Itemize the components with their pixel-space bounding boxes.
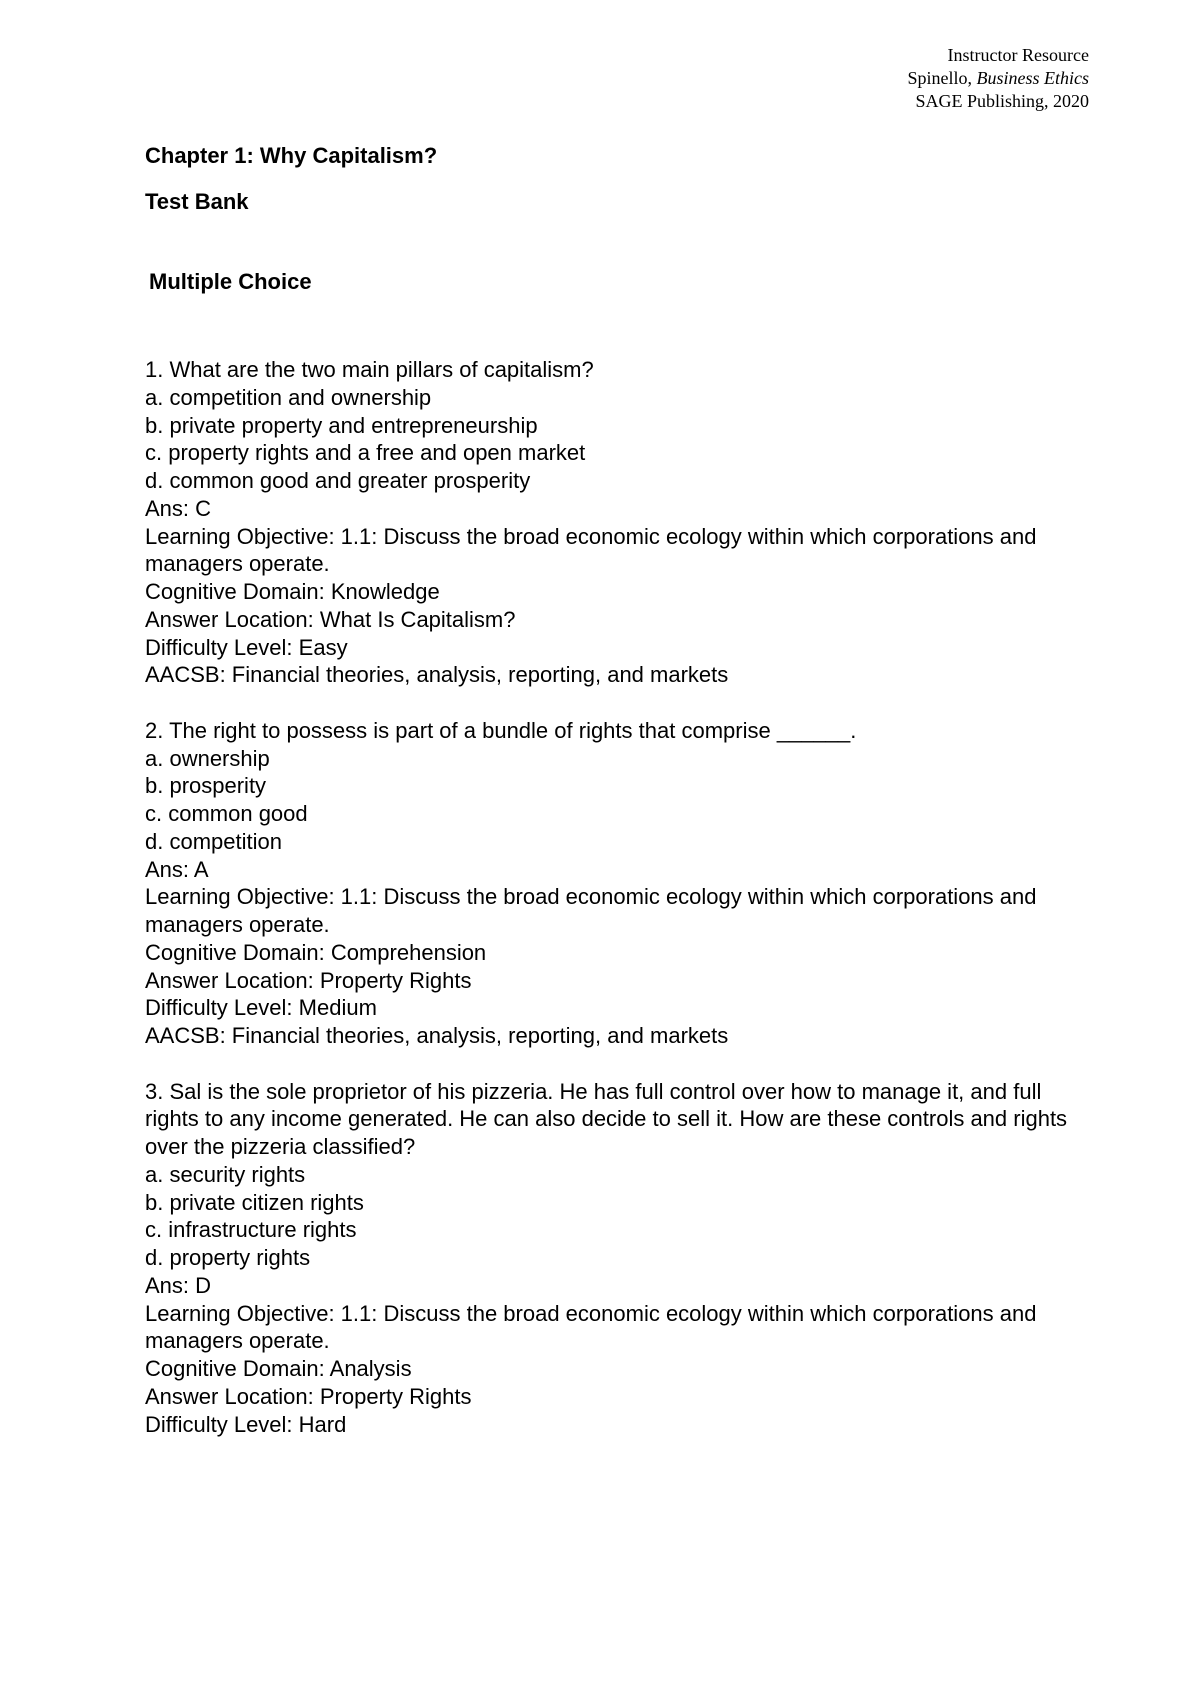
question-item [145,717,1095,1050]
learning-objective: Learning Objective: 1.1: Discuss the broad economic ecology within which corporations and managers operate. [145,523,1043,577]
correct-answer: Ans: D [145,1272,212,1298]
answer-option: d. property rights [145,1245,311,1270]
question-prompt: 2. The right to possess is part of a bundle of rights that comprise ______. [145,717,857,743]
answer-location: Answer Location: Property Rights [145,967,472,993]
cognitive-domain: Cognitive Domain: Comprehension [145,939,487,965]
answer-option: b. private property and entrepreneurship [145,412,538,438]
answer-option: b. prosperity [145,773,267,799]
header-line-resource: Instructor Resource [947,45,1089,65]
question-item [145,1078,1095,1439]
answer-option: a. security rights [145,1161,306,1187]
header-line-author [907,67,1089,90]
correct-answer: Ans: C [145,495,212,521]
difficulty-level: Difficulty Level: Medium [145,995,377,1021]
aacsb-standard: AACSB: Financial theories, analysis, reporting, and markets [145,662,729,688]
answer-option: c. property rights and a free and open market [145,440,586,466]
answer-option: c. common good [145,801,308,826]
chapter-title: Chapter 1: Why Capitalism? [145,143,438,168]
answer-location: Answer Location: What Is Capitalism? [145,606,516,632]
header-author-name: Spinello, [907,68,977,88]
answer-location: Answer Location: Property Rights [145,1383,472,1409]
difficulty-level: Difficulty Level: Easy [145,634,348,660]
question-prompt: 3. Sal is the sole proprietor of his pizzeria. He has full control over how to manage it, and full rights to any income generated. He can also decide to sell it. How are these controls and rights over the pizzeria classified? [145,1078,1074,1159]
answer-option: d. common good and greater prosperity [145,468,531,493]
correct-answer: Ans: A [145,856,209,882]
aacsb-standard: AACSB: Financial theories, analysis, reporting, and markets [145,1023,729,1048]
answer-option: a. ownership [145,745,270,771]
answer-option: c. infrastructure rights [145,1217,357,1243]
header-line-publisher: SAGE Publishing, 2020 [915,91,1089,111]
document-content [145,142,1095,1466]
cognitive-domain: Cognitive Domain: Analysis [145,1356,412,1381]
answer-option: d. competition [145,828,282,854]
cognitive-domain: Cognitive Domain: Knowledge [145,579,440,604]
instructor-resource-header [907,44,1089,113]
header-book-title: Business Ethics [976,68,1089,88]
question-list [145,356,1095,1438]
test-bank-title: Test Bank [145,189,249,214]
answer-option: a. competition and ownership [145,384,432,410]
answer-option: b. private citizen rights [145,1189,364,1215]
question-prompt: 1. What are the two main pillars of capitalism? [145,357,594,382]
section-title: Multiple Choice [149,269,312,294]
learning-objective: Learning Objective: 1.1: Discuss the broad economic ecology within which corporations and managers operate. [145,884,1043,937]
learning-objective: Learning Objective: 1.1: Discuss the broad economic ecology within which corporations and managers operate. [145,1300,1043,1354]
difficulty-level: Difficulty Level: Hard [145,1411,347,1437]
question-item [145,356,1095,689]
